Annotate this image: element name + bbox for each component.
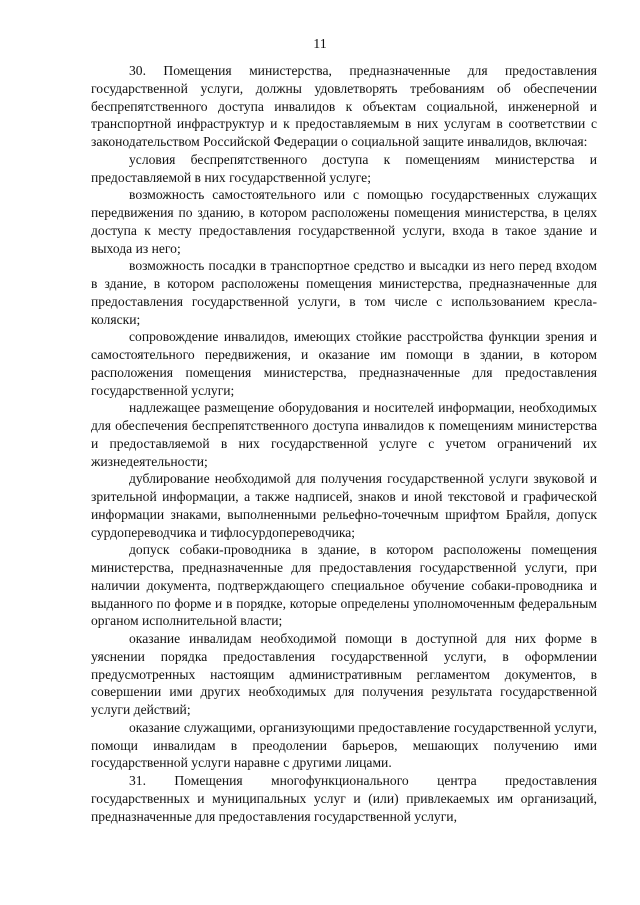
paragraph-barriers: оказание служащими, организующими предоставление государственной услуги, помощи инвалидам в преодолении барьеров, мешающих получению ими государственной услуги наравне с другими лицами. bbox=[91, 719, 597, 771]
paragraph-assistance: оказание инвалидам необходимой помощи в доступной для них форме в уяснении порядка предоставления государственной услуги, в оформлении предусмотренных настоящим административным регламентом документов, в совершении ими других необходимых для получения результата государственной услуги действий; bbox=[91, 631, 597, 717]
paragraph-access-conditions: условия беспрепятственного доступа к помещениям министерства и предоставляемой в них государственной услуге; bbox=[91, 151, 597, 185]
paragraph-30: 30. Помещения министерства, предназначенные для предоставления государственной услуги, должны удовлетворять требованиям об обеспечении беспрепятственного доступа инвалидов к объектам социальной, инженерной и транспортной инфраструктур и к предоставляемым в них услугам в соответствии с законодательством Российской Федерации о социальной защите инвалидов, включая: bbox=[91, 63, 597, 149]
page-number: 11 bbox=[313, 37, 327, 52]
paragraph-transport: возможность посадки в транспортное средство и высадки из него перед входом в здание, в котором расположены помещения министерства, предназначенные для предоставления государственной услуги, в том числе с использованием кресла-коляски; bbox=[91, 258, 597, 327]
paragraph-movement: возможность самостоятельного или с помощью государственных служащих передвижения по зданию, в котором расположены помещения министерства, в целях доступа к месту предоставления государственной услуги, входа в такое здание и выхода из него; bbox=[91, 187, 597, 256]
paragraph-escort: сопровождение инвалидов, имеющих стойкие расстройства функции зрения и самостоятельного передвижения, и оказание им помощи в здании, в котором расположения помещения министерства, предназначенные для предоставления государственной услуги; bbox=[91, 329, 597, 398]
paragraph-equipment: надлежащее размещение оборудования и носителей информации, необходимых для обеспечения беспрепятственного доступа инвалидов к помещениям министерства и предоставляемой в них государственной услуге с учетом ограничений их жизнедеятельности; bbox=[91, 400, 597, 469]
paragraph-31: 31. Помещения многофункционального центра предоставления государственных и муниципальных услуг и (или) привлекаемых им организаций, предназначенные для предоставления государственной услуги, bbox=[91, 773, 597, 824]
paragraph-guide-dog: допуск собаки-проводника в здание, в котором расположены помещения министерства, предназначенные для предоставления государственной услуги, при наличии документа, подтверждающего специальное обучение собаки-проводника и выданного по форме и в порядке, которые определены уполномоченным федеральным органом исполнительной власти; bbox=[91, 542, 597, 629]
paragraph-duplication: дублирование необходимой для получения государственной услуги звуковой и зрительной информации, а также надписей, знаков и иной текстовой и графической информации знаками, выполненными рельефно-точечным шрифтом Брайля, допуск сурдопереводчика и тифлосурдопереводчика; bbox=[91, 471, 597, 540]
document-body bbox=[91, 62, 597, 825]
